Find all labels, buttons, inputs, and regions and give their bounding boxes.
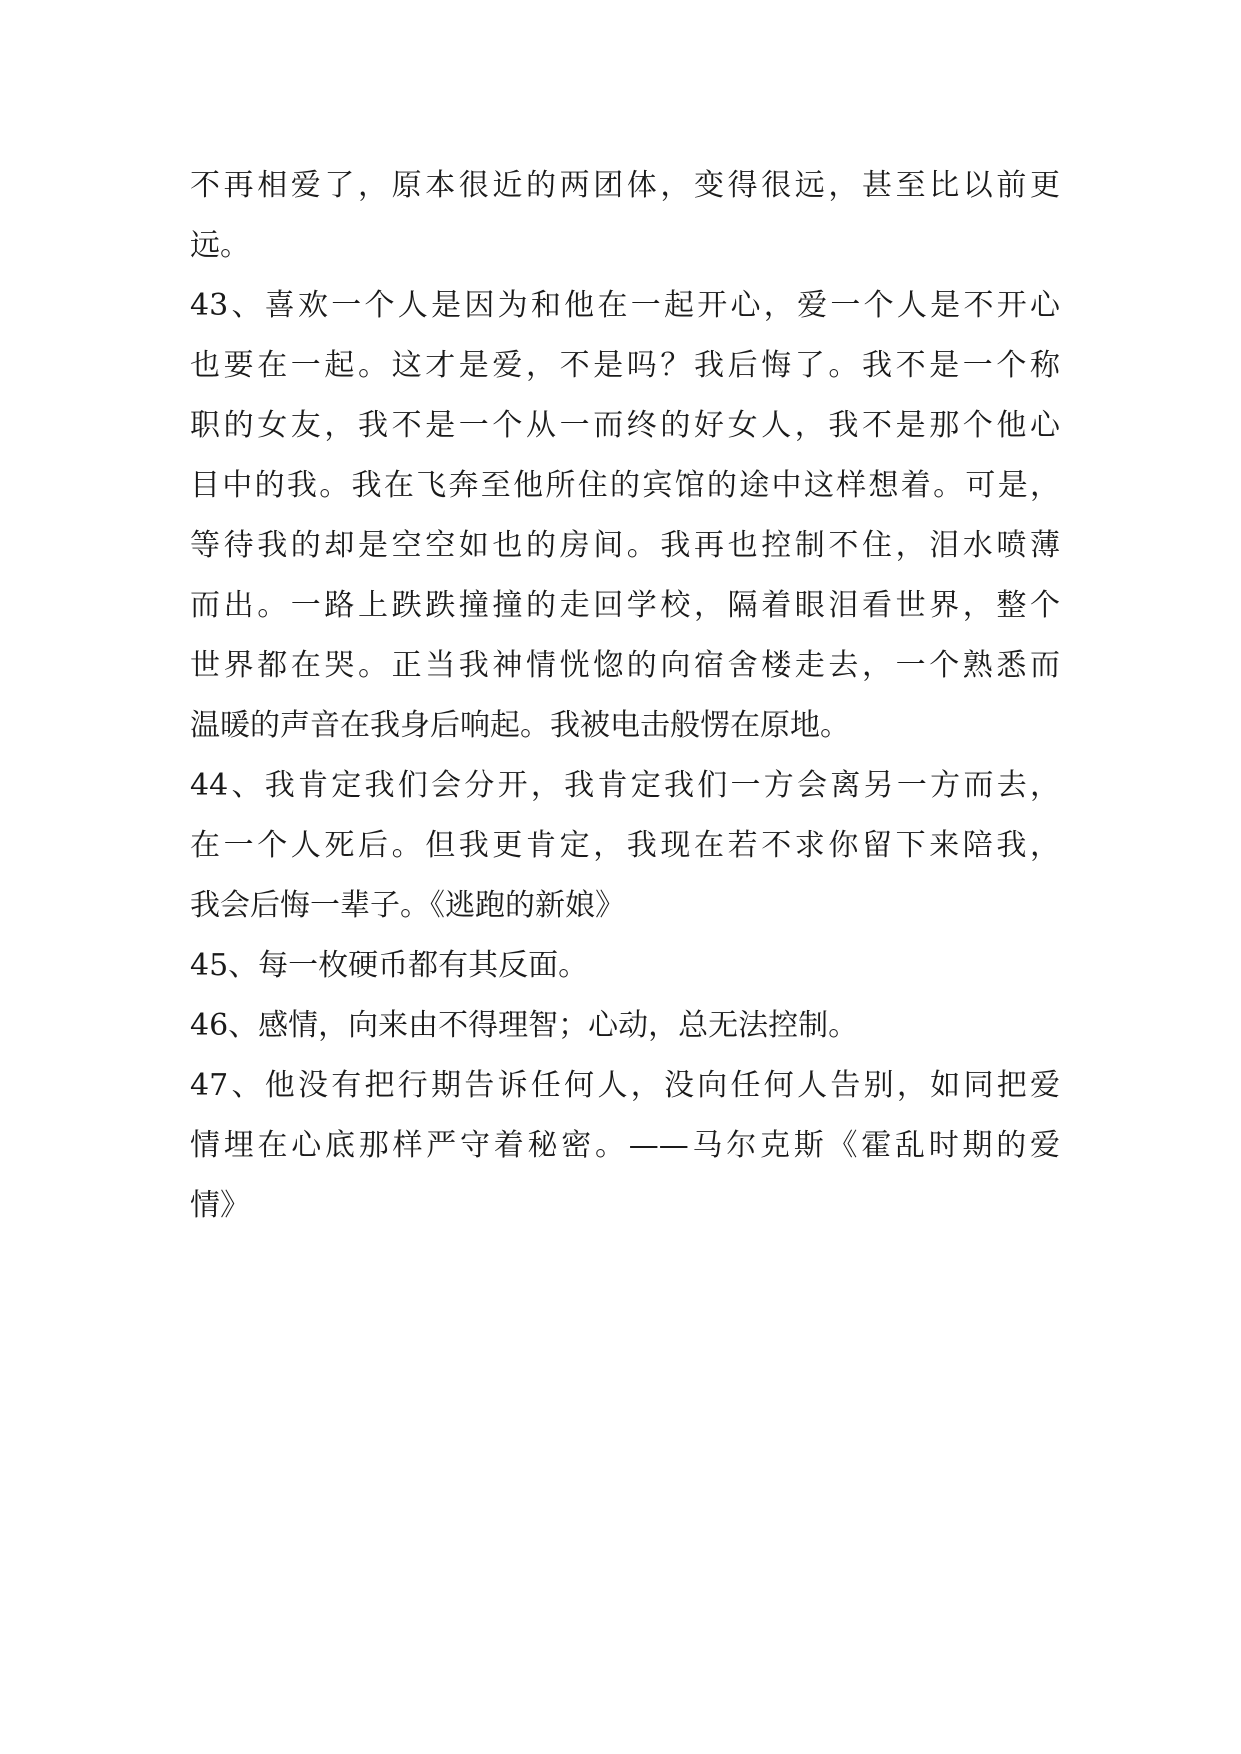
paragraph-45 [190,936,1060,996]
text-line: 我会后悔一辈子。《逃跑的新娘》 [190,888,625,923]
text-line: 情埋在心底那样严守着秘密。——马尔克斯《霍乱时期的爱 [190,1128,1060,1163]
text-line: 也要在一起。这才是爱，不是吗？我后悔了。我不是一个称 [190,348,1060,383]
text-line: 职的女友，我不是一个从一而终的好女人，我不是那个他心 [190,408,1060,443]
text-line: 温暖的声音在我身后响起。我被电击般愣在原地。 [190,708,850,743]
text-line: 目中的我。我在飞奔至他所住的宾馆的途中这样想着。可是， [190,468,1060,503]
paragraph-46 [190,996,1060,1056]
text-line: 在一个人死后。但我更肯定，我现在若不求你留下来陪我， [190,828,1060,863]
text-line: 世界都在哭。正当我神情恍惚的向宿舍楼走去，一个熟悉而 [190,648,1060,683]
text-line: 45、每一枚硬币都有其反面。 [190,948,589,983]
paragraph-continued [190,156,1060,276]
text-line: 43、喜欢一个人是因为和他在一起开心，爱一个人是不开心 [190,288,1060,323]
document-body [190,156,1060,1236]
text-line: 不再相爱了，原本很近的两团体，变得很远，甚至比以前更 [190,168,1060,203]
text-line: 而出。一路上跌跌撞撞的走回学校，隔着眼泪看世界，整个 [190,588,1060,623]
text-line: 情》 [190,1188,250,1223]
text-line: 47、他没有把行期告诉任何人，没向任何人告别，如同把爱 [190,1068,1060,1103]
paragraph-43 [190,276,1060,756]
paragraph-47 [190,1056,1060,1236]
paragraph-44 [190,756,1060,936]
text-line: 46、感情，向来由不得理智；心动，总无法控制。 [190,1008,859,1043]
text-line: 等待我的却是空空如也的房间。我再也控制不住，泪水喷薄 [190,528,1060,563]
text-line: 远。 [190,228,250,263]
text-line: 44、我肯定我们会分开，我肯定我们一方会离另一方而去， [190,768,1060,803]
